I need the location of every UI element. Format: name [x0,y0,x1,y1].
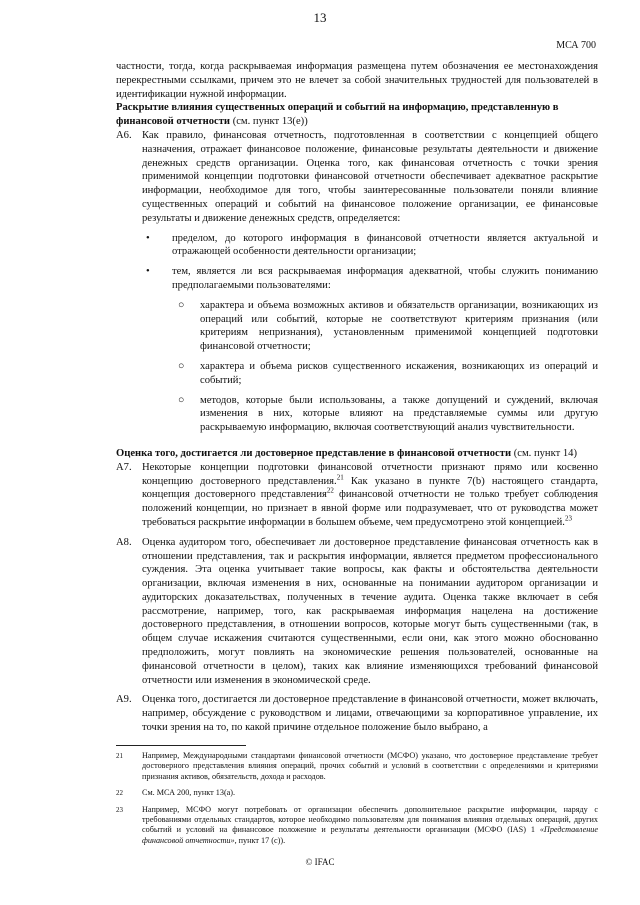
text-run: Как указано в пункте 7(b) настоящего стандарта, концепция достоверного представления [142,475,598,501]
circle-bullet-icon: ○ [178,360,185,372]
paragraph-number: A7. [116,461,132,473]
circle-bullet-icon: ○ [178,299,185,311]
section-heading-fair-presentation [116,447,598,461]
sub-list-item [172,394,598,435]
footnote-ref: 21 [336,472,344,481]
heading-ref: (см. пункт 14) [513,447,578,459]
bullet-text: пределом, до которого информация в финансовой отчетности является актуальной и отражающей особенности деятельности организации; [172,232,598,258]
main-content [116,60,598,741]
sub-list-item [172,360,598,388]
footnote-text [142,805,598,847]
sub-bullet-text: характера и объема возможных активов и обязательств организации, возникающих из операций или событий, которые не соответствуют критериям признания (или критериям непризнания), установленным применимой концепцией подготовки финансовой отчетности; [200,299,598,353]
footnote-text: Например, Международными стандартами финансовой отчетности (МСФО) указано, что достоверное представление требует достоверного представления влияния операций, прочих событий и условий в соответствии с определениями и критериями признания активов, обязательств, дохода и расходов. [142,751,598,781]
paragraph-a8 [116,536,598,688]
sub-bullet-text: методов, которые были использованы, а также допущений и суждений, включая изменения в них, которые влияют на представляемые суммы или другую раскрываемую информацию, включая соответствующий анализ чувствительности. [200,394,598,434]
circle-bullet-icon: ○ [178,394,185,406]
intro-continuation: частности, тогда, когда раскрываемая информация размещена путем обозначения ее местонахождения перекрестными ссылками, причем это не влечет за собой значительных трудностей для пользователей в идентификации нужной информации. [116,61,598,100]
footnote [116,788,598,798]
text-run: Некоторые концепции подготовки финансовой отчетности признают прямо или косвенно концепцию достоверного представления. [142,461,598,487]
section-heading-disclosure [116,101,598,129]
footnote-ref: 22 [326,486,334,495]
footnote [116,751,598,782]
sub-bullet-text: характера и объема рисков существенного искажения, возникающих из операций и событий; [200,360,598,386]
bullet-icon: • [146,266,150,278]
footnote-text: См. МСА 200, пункт 13(а). [142,788,236,798]
text-run: , пункт 17 (c)). [234,835,286,845]
bullet-text: тем, является ли вся раскрываемая информация адекватной, чтобы служить пониманию предполагаемыми пользователями: [172,266,598,291]
heading-text: Раскрытие влияния существенных операций и событий на информацию, представленную в финансовой отчетности [116,102,559,128]
footnote-number: 22 [116,789,123,798]
copyright-footer: © IFAC [305,857,335,867]
paragraph-text [142,461,598,530]
heading-ref: (см. пункт 13(e)) [232,116,308,128]
paragraph-text: Как правило, финансовая отчетность, подготовленная в соответствии с концепцией общего назначения, отражает финансовое положение, финансовые результаты деятельности и движение денежных средств организации. Оценка того, как финансовая отчетность с точки зрения применимой концепции подготовки финансовой отчетности обеспечивает адекватное раскрытие информации, необходимое для того, чтобы заинтересованные пользователи поняли влияние существенных операций и событий на финансовое положение организации, ее финансовые результаты и движение денежных средств, определяется: [142,129,598,224]
footnote-divider [116,745,246,746]
paragraph-a6 [116,129,598,441]
footnotes [116,751,598,852]
paragraph-number: A9. [116,694,132,706]
text-run: финансовой отчетности не только требует соблюдения положений концепции, но признает в явной форме или подразумевает, что от руководства может требоваться раскрытие информации в большем объеме, чем предусмотрено этой концепцией. [142,489,598,528]
sub-list-item [172,299,598,354]
paragraph-text: Оценка того, достигается ли достоверное представление в финансовой отчетности, может включать, например, обсуждение с руководством и лицами, отвечающими за корпоративное управление, их точки зрения на то, по какой причине отдельное положение было выбрано, а [142,694,598,734]
heading-text: Оценка того, достигается ли достоверное представление в финансовой отчетности [116,447,512,459]
paragraph-a7 [116,461,598,530]
paragraph-text: Оценка аудитором того, обеспечивает ли достоверное представление финансовая отчетность как в отношении представления, так и раскрытия информации, является предметом профессионального суждения. Эта оценка учитывает такие вопросы, как факты и обстоятельства деятельности организации, включая изменения в них, основанные на понимании аудитором организации и аудиторских доказательствах, полученных в течение аудита. Оценка также включает в себя рассмотрение, например, того, как раскрываемая информация нацелена на достижение достоверного представления, в отношении вопросов, которые могут быть существенными (так, в общем случае искажения считаются существенными, если они, как этого можно обоснованно предположить, могут повлиять на экономические решения пользователей, основанные на финансовой отчетности в целом), таких как влияние изменяющихся требований финансовой отчетности или изменения в экономической среде. [142,536,598,686]
paragraph-number: A6. [116,129,132,141]
footnote-ref: 23 [564,514,572,523]
footnote-number: 23 [116,805,123,814]
page-number: 13 [313,10,327,25]
paragraph-a9 [116,693,598,734]
document-code: МСА 700 [556,40,596,51]
list-item [142,265,598,293]
list-item [142,232,598,260]
paragraph-number: A8. [116,536,132,548]
bullet-icon: • [146,232,150,244]
text-run: Например, МСФО могут потребовать от организации обеспечить дополнительное раскрытие информации, наряду с требованиями отдельных стандартов, которое необходимо пользователям для понимания влияния отдельных операций, других событий и условий на финансовое положение и результаты деятельности организации (МСФО (IAS) 1 [142,804,598,835]
footnote-number: 21 [116,752,123,760]
standard-title: «Представление финансовой отчетности» [142,825,598,845]
footnote [116,805,598,847]
